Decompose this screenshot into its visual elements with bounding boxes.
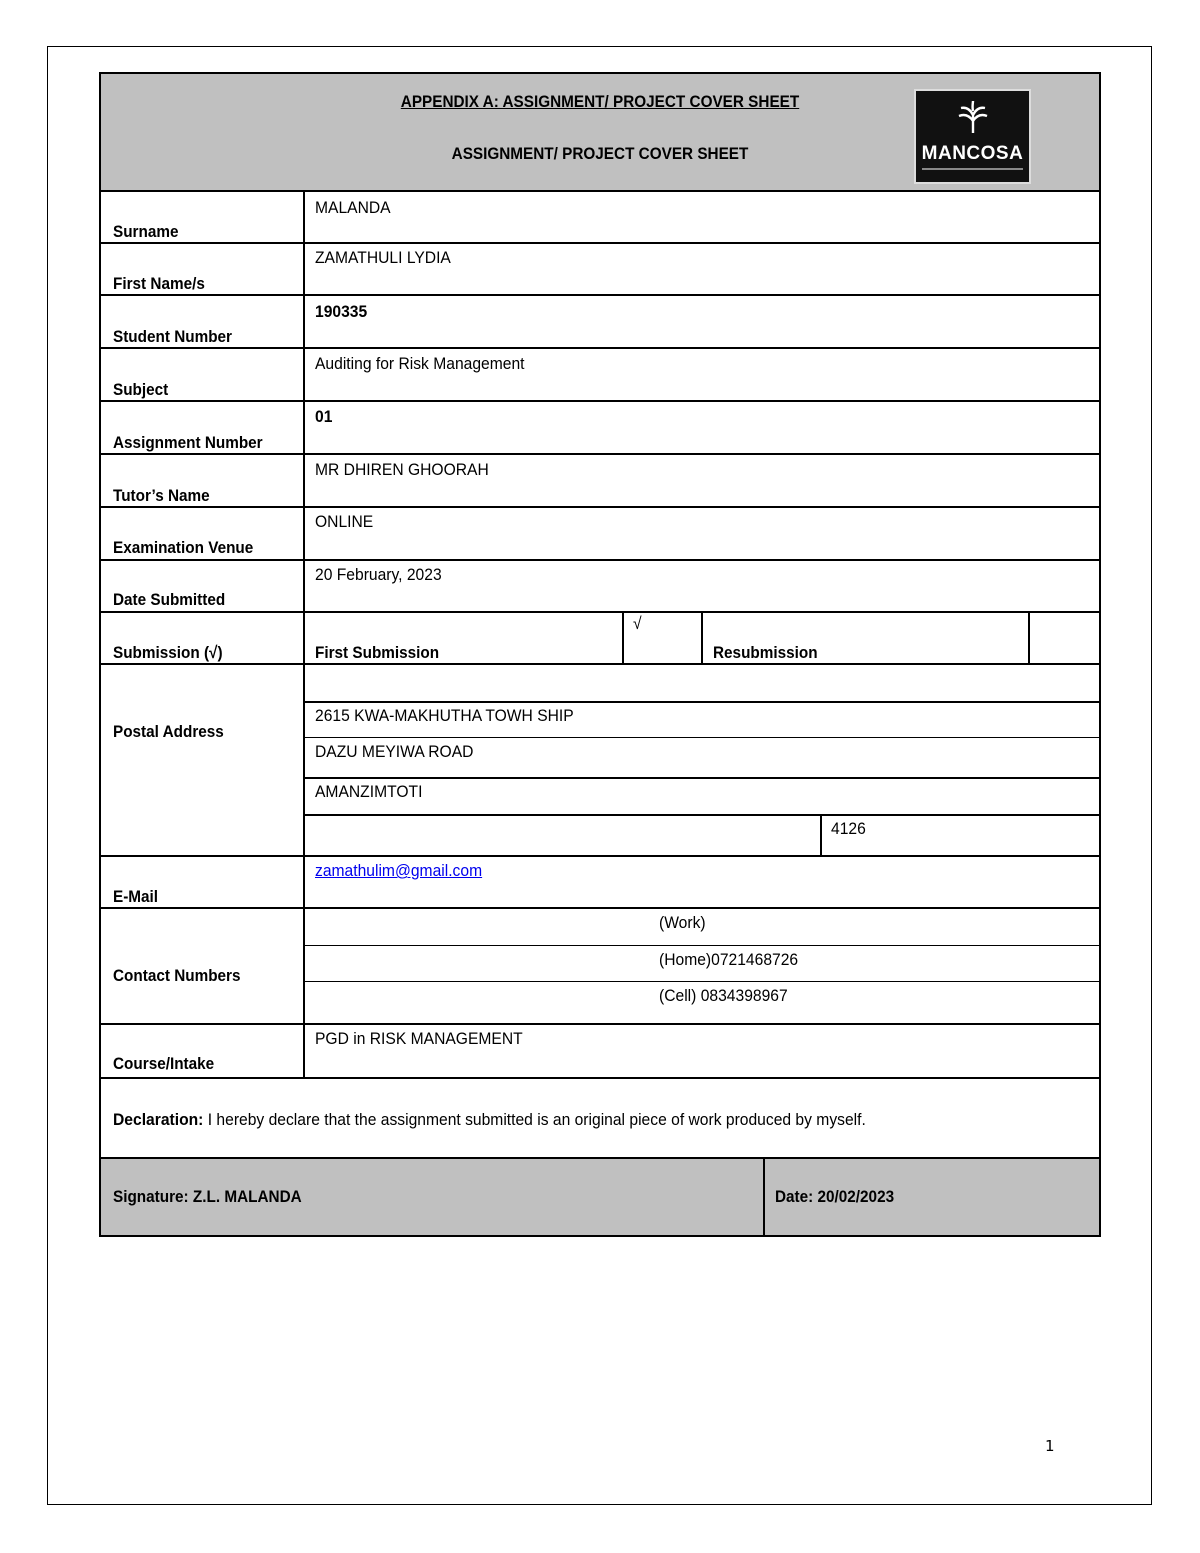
row-divider bbox=[101, 1077, 1099, 1079]
row-divider bbox=[101, 907, 1099, 909]
first-names-value: ZAMATHULI LYDIA bbox=[315, 248, 451, 267]
row-divider bbox=[101, 347, 1099, 349]
first-names-label: First Name/s bbox=[113, 274, 205, 293]
cell-divider bbox=[1028, 612, 1030, 664]
declaration-label: Declaration: bbox=[113, 1110, 204, 1129]
postal-line-1: 2615 KWA-MAKHUTHA TOWH SHIP bbox=[315, 706, 574, 725]
row-divider bbox=[101, 242, 1099, 244]
tutor-label: Tutor’s Name bbox=[113, 486, 210, 505]
signature: Signature: Z.L. MALANDA bbox=[113, 1187, 302, 1206]
row-divider bbox=[101, 559, 1099, 561]
address-line-divider bbox=[303, 737, 1099, 738]
signature-footer bbox=[101, 1157, 1099, 1235]
address-line-divider bbox=[303, 814, 1099, 816]
postal-line-2: DAZU MEYIWA ROAD bbox=[315, 742, 474, 761]
logo-emblem-icon bbox=[958, 99, 988, 135]
submission-label: Submission (√) bbox=[113, 643, 223, 662]
row-divider bbox=[101, 400, 1099, 402]
footer-divider bbox=[763, 1159, 765, 1235]
address-line-divider bbox=[303, 777, 1099, 779]
cover-sheet bbox=[99, 72, 1101, 1237]
email-label: E-Mail bbox=[113, 887, 159, 906]
contact-home: (Home)0721468726 bbox=[659, 950, 799, 969]
course-label: Course/Intake bbox=[113, 1054, 215, 1073]
student-number-value: 190335 bbox=[315, 302, 368, 321]
signature-date: Date: 20/02/2023 bbox=[775, 1187, 895, 1206]
postal-code: 4126 bbox=[831, 819, 866, 838]
row-divider bbox=[101, 855, 1099, 857]
cover-sheet-title: ASSIGNMENT/ PROJECT COVER SHEET bbox=[451, 144, 749, 163]
appendix-title: APPENDIX A: ASSIGNMENT/ PROJECT COVER SHEET bbox=[400, 92, 800, 111]
logo-wordmark: MANCOSA bbox=[921, 143, 1024, 164]
date-submitted-label: Date Submitted bbox=[113, 590, 226, 609]
assignment-number-value: 01 bbox=[315, 407, 333, 426]
email-link[interactable]: zamathulim@gmail.com bbox=[315, 861, 483, 880]
cell-divider bbox=[622, 612, 624, 664]
row-divider bbox=[101, 663, 1099, 665]
mancosa-logo bbox=[914, 89, 1031, 184]
resubmission-label: Resubmission bbox=[713, 643, 818, 662]
contact-line-divider bbox=[303, 945, 1099, 946]
first-submission-label: First Submission bbox=[315, 643, 440, 662]
assignment-number-label: Assignment Number bbox=[113, 433, 263, 452]
declaration bbox=[113, 1110, 866, 1130]
cover-sheet-header bbox=[101, 74, 1099, 192]
postal-code-divider bbox=[820, 815, 822, 856]
page-number: 1 bbox=[1045, 1437, 1055, 1455]
contact-line-divider bbox=[303, 981, 1099, 982]
date-submitted-value: 20 February, 2023 bbox=[315, 565, 442, 584]
row-divider bbox=[101, 294, 1099, 296]
declaration-text: I hereby declare that the assignment submitted is an original piece of work produced by myself. bbox=[203, 1110, 866, 1129]
venue-value: ONLINE bbox=[315, 512, 374, 531]
subject-label: Subject bbox=[113, 380, 169, 399]
row-divider bbox=[101, 506, 1099, 508]
contact-cell: (Cell) 0834398967 bbox=[659, 986, 788, 1005]
row-divider bbox=[101, 1023, 1099, 1025]
subject-value: Auditing for Risk Management bbox=[315, 354, 525, 373]
postal-line-3: AMANZIMTOTI bbox=[315, 782, 423, 801]
first-submission-check: √ bbox=[633, 614, 642, 633]
row-divider bbox=[101, 611, 1099, 613]
postal-address-label: Postal Address bbox=[113, 722, 224, 741]
course-value: PGD in RISK MANAGEMENT bbox=[315, 1029, 523, 1048]
contact-work: (Work) bbox=[659, 913, 706, 932]
student-number-label: Student Number bbox=[113, 327, 233, 346]
row-divider bbox=[101, 453, 1099, 455]
surname-label: Surname bbox=[113, 222, 179, 241]
surname-value: MALANDA bbox=[315, 198, 391, 217]
tutor-value: MR DHIREN GHOORAH bbox=[315, 460, 489, 479]
contact-numbers-label: Contact Numbers bbox=[113, 966, 241, 985]
venue-label: Examination Venue bbox=[113, 538, 254, 557]
cell-divider bbox=[701, 612, 703, 664]
address-line-divider bbox=[303, 701, 1099, 703]
logo-tagline-strip bbox=[922, 168, 1023, 170]
